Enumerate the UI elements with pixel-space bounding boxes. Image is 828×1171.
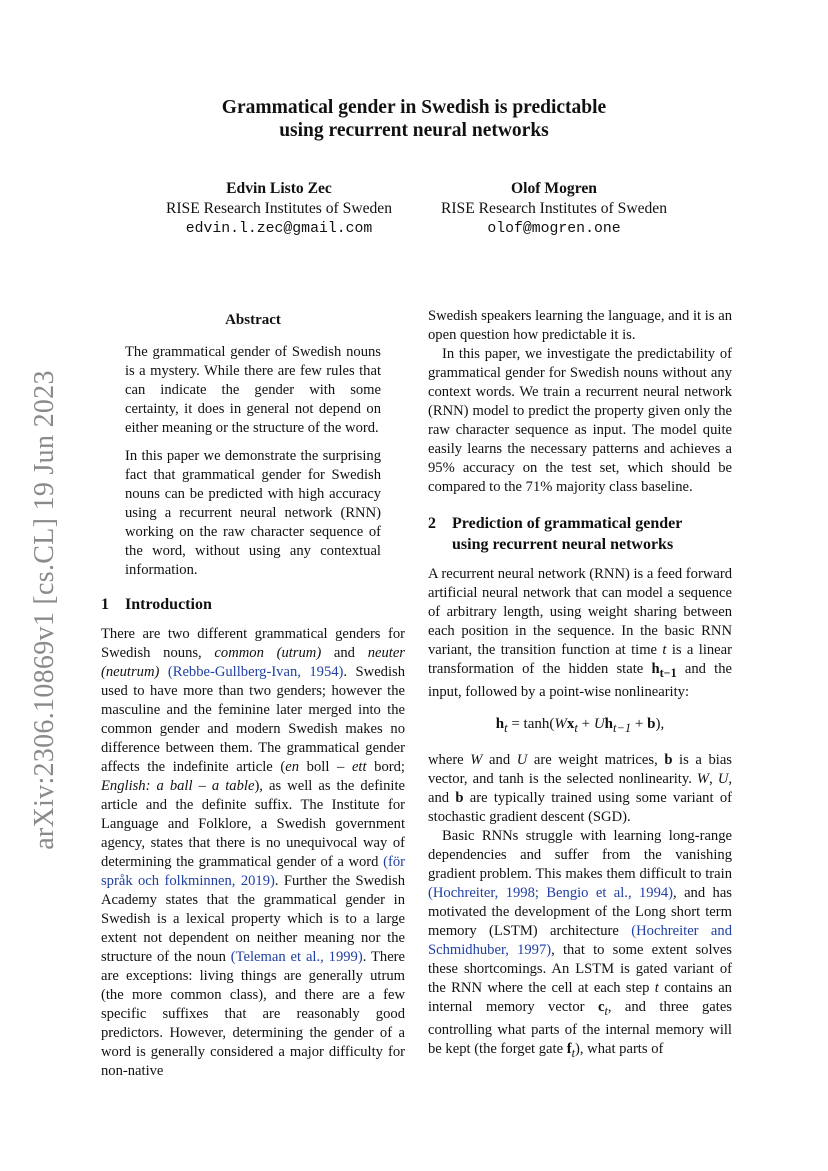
section-number: 2 [428,515,436,532]
intro-paragraph-2: In this paper, we investigate the predictability of grammatical gender for Swedish nouns without any context words. We train a recurrent neural network (RNN) model to predict the property given only the raw character sequence as input. The model quite easily learns the necessary patterns and achieves a 95% accuracy on the test set, which should be compared to the 71% majority class baseline. [428,346,732,495]
section-1-heading [101,594,405,615]
section-2-heading [428,513,732,555]
section-title: Introduction [125,596,212,613]
abstract [101,311,405,580]
citation-link[interactable]: (Hochreiter, 1998; Bengio et al., 1994) [428,884,674,901]
author-name: Edvin Listo Zec [226,180,332,197]
author-1 [139,179,419,239]
title-line-2: using recurrent neural networks [279,120,549,141]
weights-paragraph: where W and U are weight matrices, b is a bias vector, and tanh is the selected nonlinearity. W, U, and b are typically trained using some variant of stochastic gradient descent (SGD). [428,751,733,825]
paper-title [0,96,828,142]
section-title: Prediction of grammatical gender using recurrent neural networks [452,515,683,553]
author-affiliation: RISE Research Institutes of Sweden [440,200,668,217]
author-affiliation: RISE Research Institutes of Sweden [165,200,393,217]
section-number: 1 [101,596,109,613]
title-line-1: Grammatical gender in Swedish is predictable [221,97,607,118]
arxiv-side-stamp [28,370,62,850]
intro-paragraph: There are two different grammatical genders for Swedish nouns, common (utrum) and neuter (neutrum) (Rebbe-Gullberg-Ivan, 1954). Swedish used to have more than two genders; however the masculine and the feminine later merged into the common gender and modern Swedish makes no difference between them. The grammatical gender affects the indefinite article (en boll – ett bord; English: a ball – a table), as well as the definite article and the definite suffix. The Institute for Language and Folklore, a Swedish government agency, states that there is no unequivocal way of determining the grammatical gender of a word (för språk och folkminnen, 2019). Further the Swedish Academy states that the grammatical gender in Swedish is a lexical property which is to a large extent not dependent on neither meaning nor the structure of the noun (Teleman et al., 1999). There are exceptions: living things are generally utrum (the more common class), and there are a few specific suffixes that are reasonably good predictors. However, determining the gender of a word is generally considered a major difficulty for non-native [101,626,406,1079]
citation-link[interactable]: (Rebbe-Gullberg-Ivan, 1954) [167,664,344,680]
author-2 [414,179,694,239]
left-column [101,307,405,1081]
citation-link[interactable]: (för språk och folkminnen, 2019) [101,854,405,889]
lstm-paragraph: Basic RNNs struggle with learning long-range dependencies and suffer from the vanishing gradient problem. This makes them difficult to train (Hochreiter, 1998; Bengio et al., 1994), and has motivated the development of the Long short term memory (LSTM) architecture (Hochreiter and Schmidhuber, 1997), that to some extent solves these shortcomings. An LSTM is gated variant of the RNN where the cell at each step t contains an internal memory vector $c_t$, and three gates controlling what parts of the internal memory will be kept (the forget gate $f_t$), what parts of [428,827,732,1060]
author-name: Olof Mogren [511,180,597,197]
citation-link[interactable]: (Teleman et al., 1999) [230,949,363,965]
abstract-paragraph-1: The grammatical gender of Swedish nouns is a mystery. While there are few rules that can indicate the gender with some certainty, it does in general not depend on either meaning or the structure of the word. [125,344,381,436]
abstract-paragraph-2: In this paper we demonstrate the surprising fact that grammatical gender for Swedish nouns can be predicted with high accuracy using a recurrent neural network (RNN) working on the raw character sequence of the word, without using any contextual information. [125,448,381,578]
author-email: olof@mogren.one [487,221,621,237]
rnn-paragraph: A recurrent neural network (RNN) is a feed forward artificial neural network that can model a sequence of arbitrary length, using weight sharing between each position in the sequence. In the basic RNN variant, the transition function at time t is a linear transformation of the hidden state $h_{t-1}$ and the input, followed by a point-wise nonlinearity: [428,566,732,700]
citation-link[interactable]: (Hochreiter and Schmidhuber, 1997) [428,922,732,958]
intro-continuation: Swedish speakers learning the language, and it is an open question how predictable it is. [428,308,732,343]
right-column [428,307,732,1063]
arxiv-identifier: arXiv:2306.10869v1 [cs.CL] 19 Jun 2023 [29,370,60,850]
abstract-heading: Abstract [225,312,281,328]
author-email: edvin.l.zec@gmail.com [185,221,373,237]
rnn-equation: $h_t = \tanh(Wx_t + Uh_{t-1} + b)$, [495,715,665,735]
